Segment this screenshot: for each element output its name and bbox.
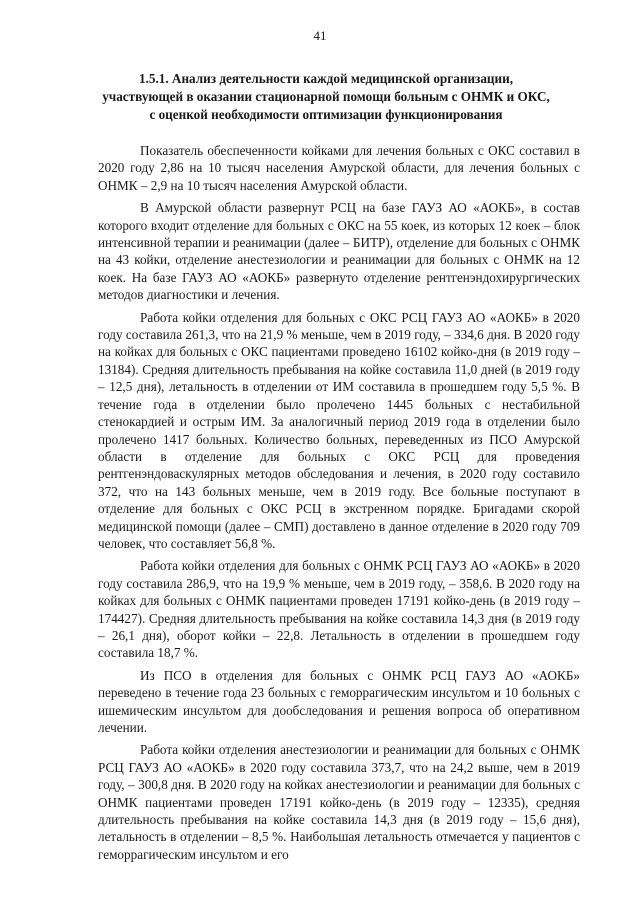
page-number: 41 bbox=[313, 28, 327, 43]
paragraph-anesthesiology: Работа койки отделения анестезиологии и реанимации для больных с ОНМК РСЦ ГАУЗ АО «АОКБ» в 2020 году составила 373,7, что на 24,2 выше, чем в 2019 году, – 300,8 дня. В 2020 году на койках анестезиологии и реанимации для больных с ОНМК пациентами проведен 17191 койко-день (в 2019 году – 12335), средняя длительность пребывания на койке составила 14,3 дня (в 2019 году – 15,6 дня), летальность в отделении – 8,5 %. Наибольшая летальность отмечается у пациентов с геморрагическим инсультом и его bbox=[98, 742, 580, 862]
paragraph-pso-transfers: Из ПСО в отделения для больных с ОНМК РСЦ ГАУЗ АО «АОКБ» переведено в течение года 23 больных с геморрагическим инсультом и 10 больных с ишемическим инсультом для дообследования и решения вопроса об оперативном лечении. bbox=[98, 667, 580, 735]
paragraph-rsc-structure: В Амурской области развернут РСЦ на базе ГАУЗ АО «АОКБ», в состав которого входит отделение для больных с ОКС на 55 коек, из которых 12 коек – блок интенсивной терапии и реанимации (далее – БИТР), отделение для больных с ОНМК на 43 койки, отделение анестезиологии и реанимации для больных с ОНМК на 12 коек. На базе ГАУЗ АО «АОКБ» развернуто отделение рентгенэндохирургических методов диагностики и лечения. bbox=[98, 200, 580, 303]
body-text bbox=[98, 142, 580, 868]
paragraph-onmk-department: Работа койки отделения для больных с ОНМК РСЦ ГАУЗ АО «АОКБ» в 2020 году составила 286,9, что на 19,9 % меньше, чем в 2019 году, – 358,6. В 2020 году на койках для больных с ОНМК пациентами проведен 17191 койко-день (в 2019 году – 174427). Средняя длительность пребывания на койке составила 14,3 дня (в 2019 году – 26,1 дня), оборот койки – 22,8. Летальность в отделении в прошедшем году составила 18,7 %. bbox=[98, 558, 580, 661]
paragraph-bed-provision: Показатель обеспеченности койками для лечения больных с ОКС составил в 2020 году 2,86 на 10 тысяч населения Амурской области, для лечения больных с ОНМК – 2,9 на 10 тысяч населения Амурской области. bbox=[98, 143, 580, 193]
paragraph-oks-department: Работа койки отделения для больных с ОКС РСЦ ГАУЗ АО «АОКБ» в 2020 году составила 261,3, что на 21,9 % меньше, чем в 2019 году, – 334,6 дня. В 2020 году на койках для больных с ОКС пациентами проведено 16102 койко-дня (в 2019 году – 13184). Средняя длительность пребывания на койке составила 11,0 дней (в 2019 году – 12,5 дня), летальность в отделении от ИМ составила в прошедшем году 5,5 %. В течение года в отделении было пролечено 1445 больных с нестабильной стенокардией и острым ИМ. За аналогичный период 2019 года в отделении было пролечено 1417 больных. Количество больных, переведенных из ПСО Амурской области в отделение для больных с ОКС РСЦ для проведения рентгенэндоваскулярных методов обследования и лечения, в 2020 году составило 372, что на 143 больных меньше, чем в 2019 году. Все больные поступают в отделение для больных с ОКС РСЦ в экстренном порядке. Бригадами скорой медицинской помощи (далее – СМП) доставлено в данное отделение в 2020 году 709 человек, что составляет 56,8 %. bbox=[98, 309, 580, 551]
section-heading: 1.5.1. Анализ деятельности каждой медицинской организации, участвующей в оказании стационарной помощи больным с ОНМК и ОКС, с оценкой необходимости оптимизации функционирования bbox=[102, 71, 550, 122]
